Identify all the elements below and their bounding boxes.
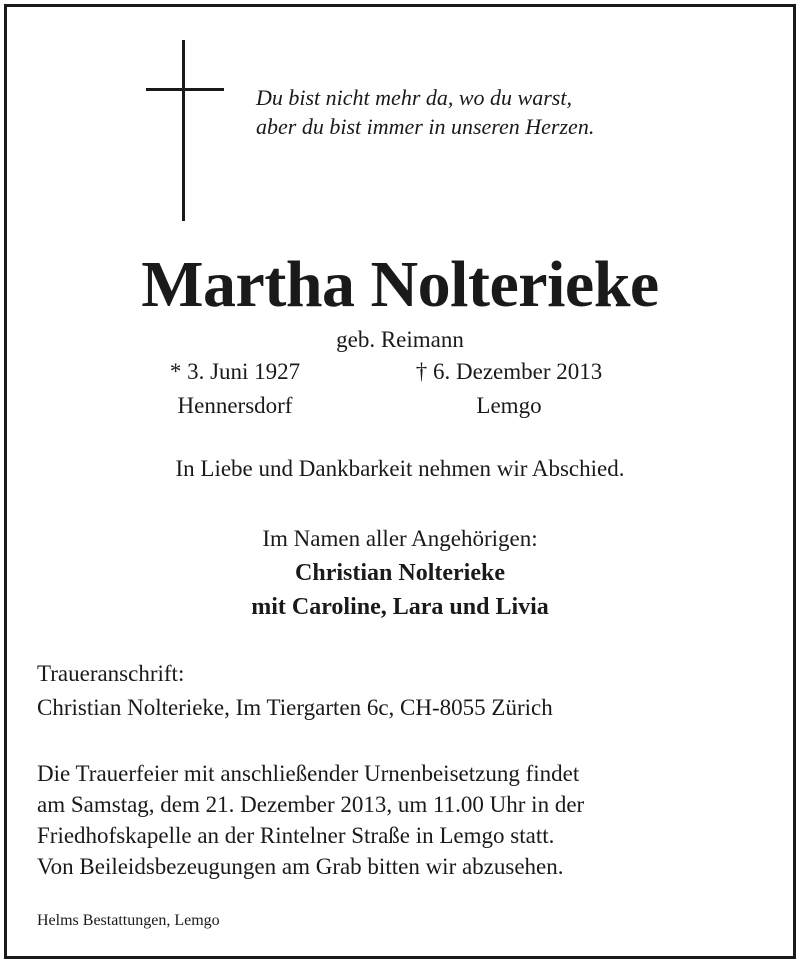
cross-vertical-bar	[182, 40, 185, 221]
service-line: Von Beileidsbezeugungen am Grab bitten wir abzusehen.	[37, 854, 564, 879]
birth-place: Hennersdorf	[177, 393, 293, 418]
deceased-name: Martha Nolterieke	[141, 248, 659, 321]
death-date: † 6. Dezember 2013	[415, 359, 603, 384]
memorial-quote	[256, 83, 594, 141]
quote-line-2: aber du bist immer in unseren Herzen.	[256, 114, 595, 139]
mourners-intro: Im Namen aller Angehörigen:	[262, 526, 538, 551]
service-line: Friedhofskapelle an der Rintelner Straße in Lemgo statt.	[37, 823, 555, 848]
service-info	[37, 758, 584, 882]
address-value: Christian Nolterieke, Im Tiergarten 6c, CH-8055 Zürich	[37, 695, 553, 720]
cross-horizontal-bar	[146, 88, 224, 91]
birth-date: * 3. Juni 1927	[169, 359, 301, 384]
service-line: am Samstag, dem 21. Dezember 2013, um 11.00 Uhr in der	[37, 792, 585, 817]
quote-line-1: Du bist nicht mehr da, wo du warst,	[256, 85, 572, 110]
service-line: Die Trauerfeier mit anschließender Urnenbeisetzung findet	[37, 761, 580, 786]
mourner-name: Christian Nolterieke	[295, 560, 505, 586]
address-label: Traueranschrift:	[37, 661, 185, 686]
mourner-family: mit Caroline, Lara und Livia	[251, 594, 549, 620]
birth-name: geb. Reimann	[336, 327, 464, 352]
farewell-text: In Liebe und Dankbarkeit nehmen wir Abschied.	[175, 456, 625, 481]
undertaker-credit: Helms Bestattungen, Lemgo	[37, 912, 220, 929]
death-place: Lemgo	[476, 393, 542, 418]
